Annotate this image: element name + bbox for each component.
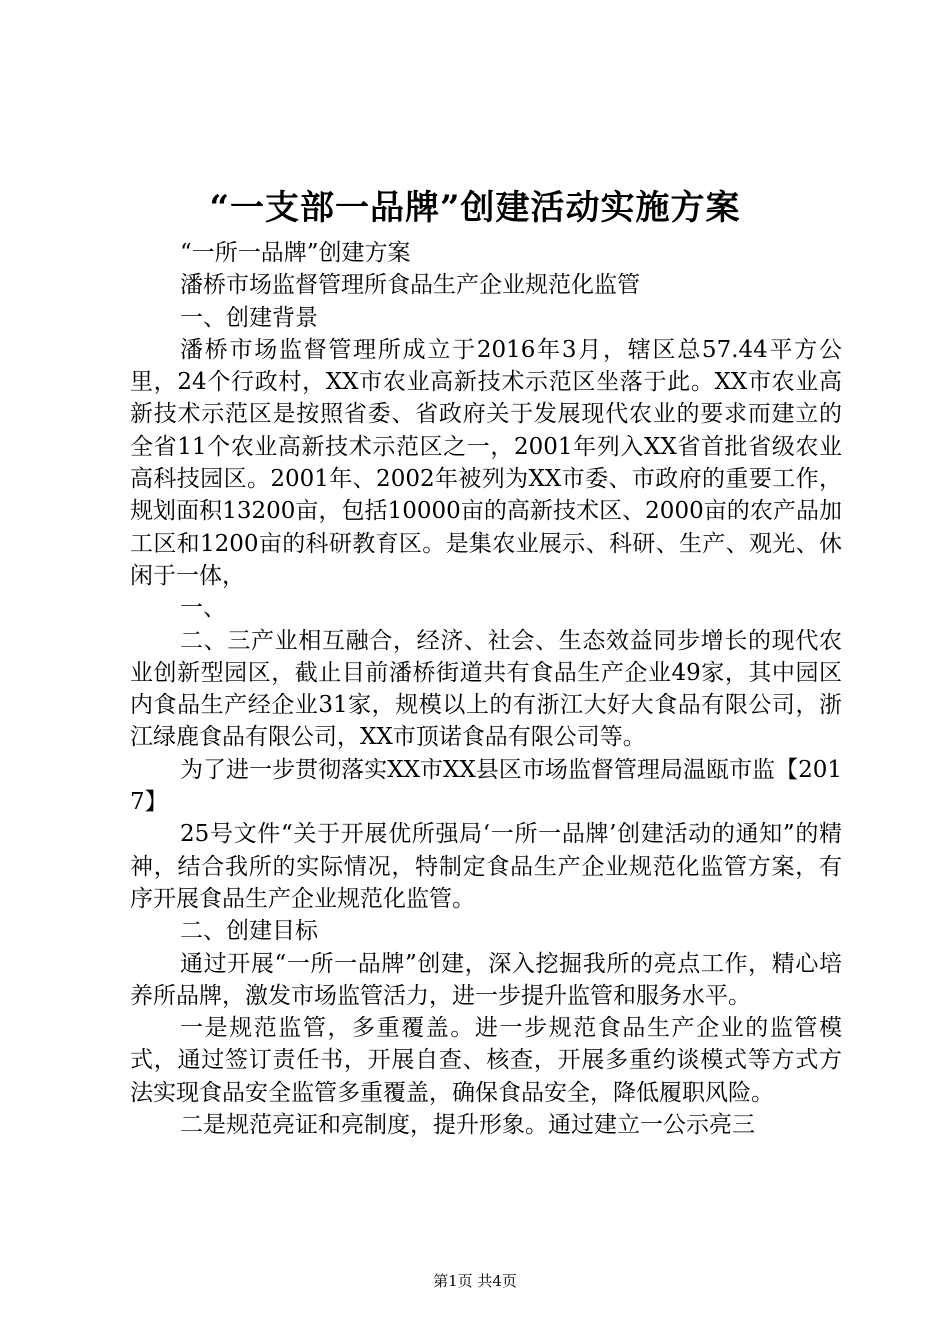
- paragraph: 潘桥市场监督管理所成立于2016年3月，辖区总57.44平方公里，24个行政村，XX市农业高新技术示范区坐落于此。XX市农业高新技术示范区是按照省委、省政府关于发展现代农业的要求而建立的全省11个农业高新技术示范区之一，2001年列入XX省首批省级农业高科技园区。2001年、2002年被列为XX市委、市政府的重要工作，规划面积13200亩，包括10000亩的高新技术区、2000亩的农产品加工区和1200亩的科研教育区。是集农业展示、科研、生产、观光、休闲于一体，: [130, 336, 842, 589]
- paragraph: 潘桥市场监督管理所食品生产企业规范化监管: [180, 272, 640, 299]
- paragraph: “一所一品牌”创建方案: [180, 240, 411, 266]
- paragraph: 25号文件“关于开展优所强局‘一所一品牌’创建活动的通知”的精神，结合我所的实际情况，特制定食品生产企业规范化监管方案，有序开展食品生产企业规范化监管。: [130, 821, 842, 912]
- paragraph: 为了进一步贯彻落实XX市XX县区市场监督管理局温瓯市监【2017】: [130, 756, 842, 816]
- paragraph: 通过开展“一所一品牌”创建，深入挖掘我所的亮点工作，精心培养所品牌，激发市场监管活力，进一步提升监管和服务水平。: [130, 950, 842, 1009]
- paragraph: 一、: [180, 595, 226, 622]
- document-title: “一支部一品牌”创建活动实施方案: [209, 188, 741, 228]
- paragraph: 二是规范亮证和亮制度，提升形象。通过建立一公示亮三: [180, 1112, 755, 1139]
- section-heading: 二、创建目标: [180, 918, 318, 945]
- paragraph: 二、三产业相互融合，经济、社会、生态效益同步增长的现代农业创新型园区，截止目前潘桥街道共有食品生产企业49家，其中园区内食品生产经企业31家，规模以上的有浙江大好大食品有限公司，浙江绿鹿食品有限公司，XX市顶诺食品有限公司等。: [130, 627, 842, 751]
- page-footer: 第1页 共4页: [433, 1272, 517, 1290]
- document-body: [130, 237, 842, 1141]
- section-heading: 一、创建背景: [180, 304, 318, 331]
- paragraph: 一是规范监管，多重覆盖。进一步规范食品生产企业的监管模式，通过签订责任书，开展自查、核查，开展多重约谈模式等方式方法实现食品安全监管多重覆盖，确保食品安全，降低履职风险。: [130, 1015, 842, 1106]
